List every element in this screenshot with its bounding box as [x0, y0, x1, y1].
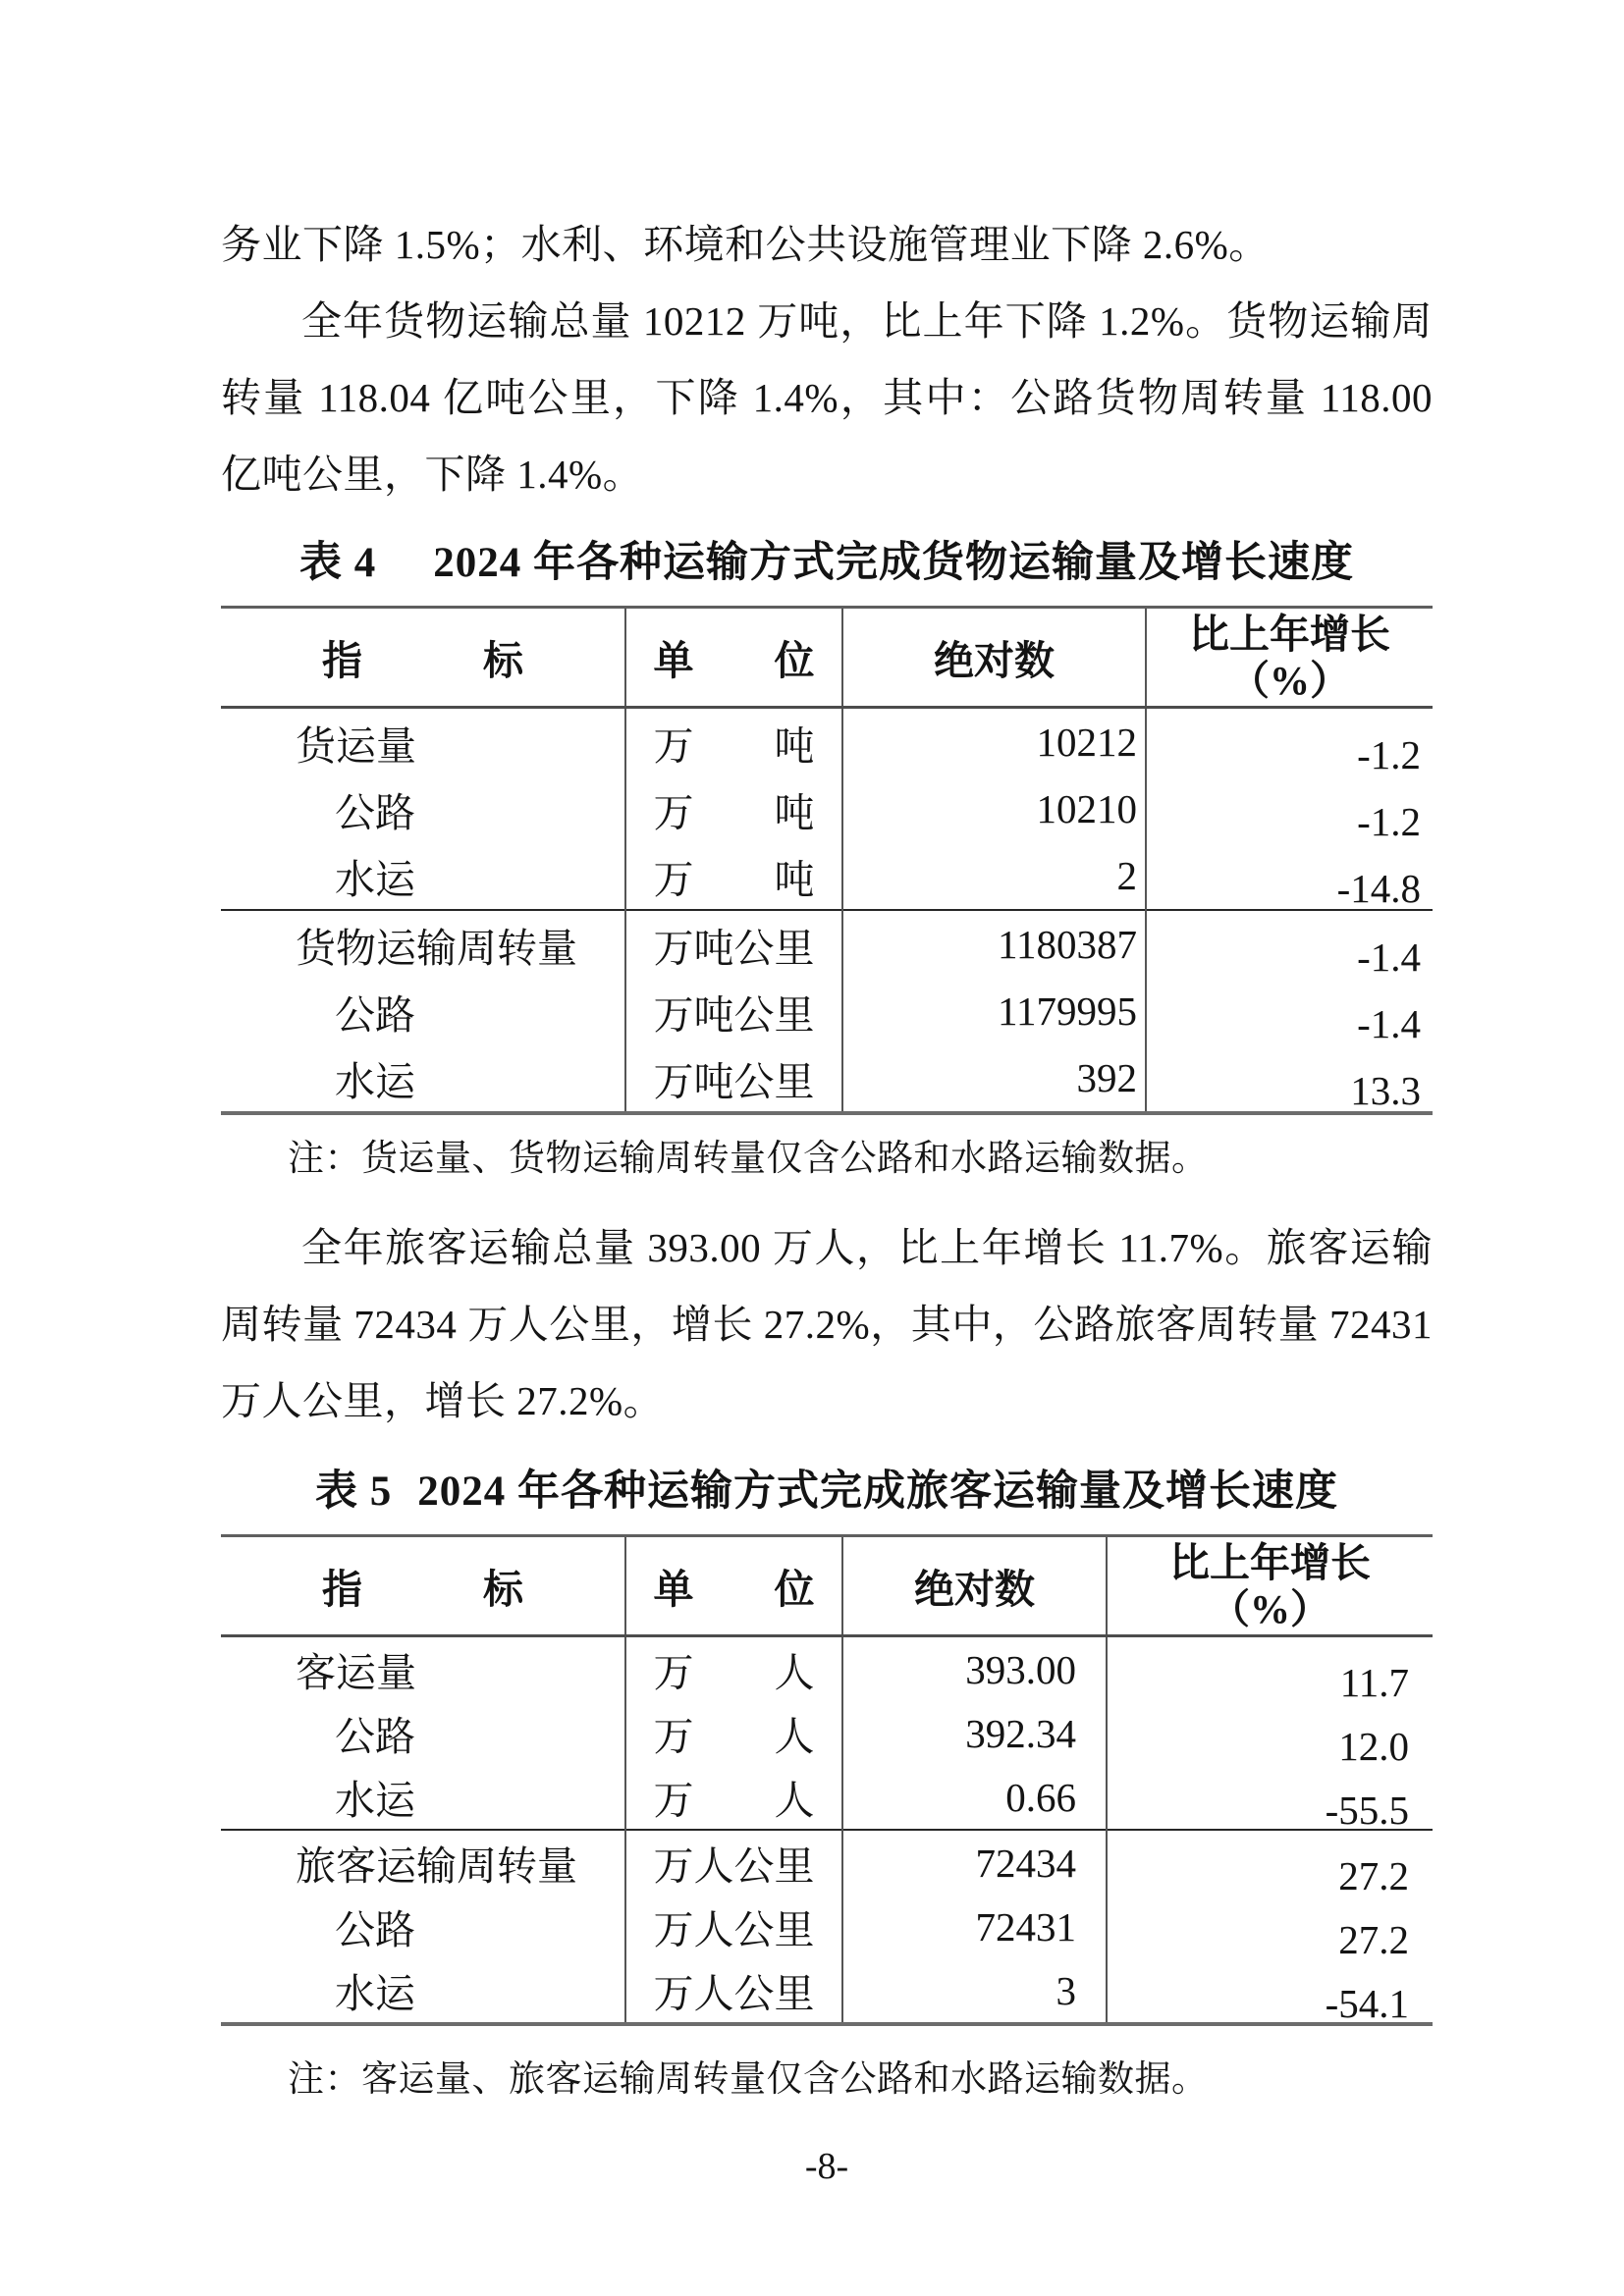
table5-caption — [221, 1453, 1433, 1530]
page-content — [221, 0, 1433, 2187]
growth-value-cell: 13.3 — [1146, 1044, 1433, 1113]
growth-value-cell: -55.5 — [1107, 1765, 1433, 1830]
growth-value-cell: -1.4 — [1146, 978, 1433, 1044]
table-row — [221, 842, 1433, 910]
absolute-value-cell: 10210 — [842, 775, 1146, 842]
table-row — [221, 1044, 1433, 1113]
unit-cell: 万吨公里 — [625, 1044, 842, 1113]
header-growth-line1: 比上年增长 — [1169, 1539, 1371, 1585]
table-row — [221, 1895, 1433, 1958]
paragraph-passenger-transport: 全年旅客运输总量 393.00 万人，比上年增长 11.7%。旅客运输周转量 72434 万人公里，增长 27.2%，其中，公路旅客周转量 72431 万人公里，增长 27.2%。 — [221, 1225, 1433, 1423]
table5-caption-number: 表 5 — [315, 1468, 393, 1515]
header-absolute-value: 绝对数 — [842, 608, 1146, 708]
growth-value-cell: 27.2 — [1107, 1830, 1433, 1895]
header-growth-line1: 比上年增长 — [1189, 611, 1390, 657]
indicator-cell: 水运 — [335, 1058, 415, 1104]
table-row — [221, 1958, 1433, 2024]
absolute-value-cell: 392.34 — [842, 1701, 1107, 1765]
passenger-volume-table — [221, 1534, 1433, 2026]
absolute-value-cell: 0.66 — [842, 1765, 1107, 1830]
absolute-value-cell: 72431 — [842, 1895, 1107, 1958]
indicator-cell: 水运 — [335, 1778, 415, 1823]
absolute-value-cell: 72434 — [842, 1830, 1107, 1895]
indicator-cell: 货物运输周转量 — [221, 910, 625, 978]
table-header-row — [221, 608, 1433, 708]
growth-value-cell: -1.2 — [1146, 708, 1433, 776]
absolute-value-cell: 10212 — [842, 708, 1146, 776]
unit-cell: 万吨公里 — [625, 910, 842, 978]
growth-value-cell: -54.1 — [1107, 1958, 1433, 2024]
header-growth-rate — [1146, 608, 1433, 708]
unit-cell: 万人公里 — [625, 1958, 842, 2024]
table-row — [221, 1765, 1433, 1830]
unit-cell: 万人公里 — [625, 1895, 842, 1958]
unit-cell: 万 吨 — [625, 775, 842, 842]
header-unit: 单 位 — [625, 1536, 842, 1636]
absolute-value-cell: 1179995 — [842, 978, 1146, 1044]
growth-value-cell: -14.8 — [1146, 842, 1433, 910]
absolute-value-cell: 2 — [842, 842, 1146, 910]
unit-cell: 万吨公里 — [625, 978, 842, 1044]
header-growth-line2: （%） — [1229, 657, 1350, 703]
header-unit: 单 位 — [625, 608, 842, 708]
unit-cell: 万 人 — [625, 1765, 842, 1830]
header-absolute-value: 绝对数 — [842, 1536, 1107, 1636]
table-row — [221, 708, 1433, 776]
growth-value-cell: -1.2 — [1146, 775, 1433, 842]
table-row — [221, 910, 1433, 978]
indicator-cell: 公路 — [335, 1907, 415, 1952]
table-row — [221, 978, 1433, 1044]
table-row — [221, 775, 1433, 842]
indicator-cell: 水运 — [335, 856, 415, 902]
unit-cell: 万人公里 — [625, 1830, 842, 1895]
header-indicator: 指 标 — [221, 608, 625, 708]
unit-cell: 万 吨 — [625, 842, 842, 910]
page-number: -8- — [804, 2146, 849, 2187]
header-indicator: 指 标 — [221, 1536, 625, 1636]
growth-value-cell: 12.0 — [1107, 1701, 1433, 1765]
table4-caption — [221, 524, 1433, 602]
absolute-value-cell: 3 — [842, 1958, 1107, 2024]
table5-note: 注：客运量、旅客运输周转量仅含公路和水路运输数据。 — [288, 2059, 1209, 2100]
indicator-cell: 货运量 — [296, 722, 416, 769]
growth-value-cell: 11.7 — [1107, 1636, 1433, 1702]
indicator-cell: 客运量 — [296, 1650, 416, 1695]
indicator-cell: 公路 — [335, 1714, 415, 1759]
unit-cell: 万 人 — [625, 1636, 842, 1702]
header-growth-rate — [1107, 1536, 1433, 1636]
unit-cell: 万 吨 — [625, 708, 842, 776]
growth-value-cell: 27.2 — [1107, 1895, 1433, 1958]
table5-caption-title: 2024 年各种运输方式完成旅客运输量及增长速度 — [417, 1468, 1338, 1515]
table4-caption-title: 2024 年各种运输方式完成货物运输量及增长速度 — [433, 540, 1354, 586]
growth-value-cell: -1.4 — [1146, 910, 1433, 978]
indicator-cell: 公路 — [335, 991, 415, 1038]
paragraph-services-overflow: 务业下降 1.5%；水利、环境和公共设施管理业下降 2.6%。 — [221, 222, 1270, 267]
absolute-value-cell: 393.00 — [842, 1636, 1107, 1702]
header-growth-line2: （%） — [1210, 1585, 1330, 1631]
table-row — [221, 1830, 1433, 1895]
absolute-value-cell: 392 — [842, 1044, 1146, 1113]
indicator-cell: 水运 — [335, 1971, 415, 2016]
table-header-row — [221, 1536, 1433, 1636]
absolute-value-cell: 1180387 — [842, 910, 1146, 978]
table-row — [221, 1636, 1433, 1702]
paragraph-freight-transport: 全年货物运输总量 10212 万吨，比上年下降 1.2%。货物运输周转量 118.04 亿吨公里，下降 1.4%，其中：公路货物周转量 118.00 亿吨公里，下降 1.4%。 — [221, 298, 1433, 497]
table4-note: 注：货运量、货物运输周转量仅含公路和水路运输数据。 — [288, 1139, 1209, 1179]
freight-volume-table — [221, 606, 1433, 1115]
indicator-cell: 旅客运输周转量 — [221, 1830, 625, 1895]
table-row — [221, 1701, 1433, 1765]
indicator-cell: 公路 — [335, 789, 415, 835]
table4-caption-number: 表 4 — [299, 540, 377, 586]
unit-cell: 万 人 — [625, 1701, 842, 1765]
